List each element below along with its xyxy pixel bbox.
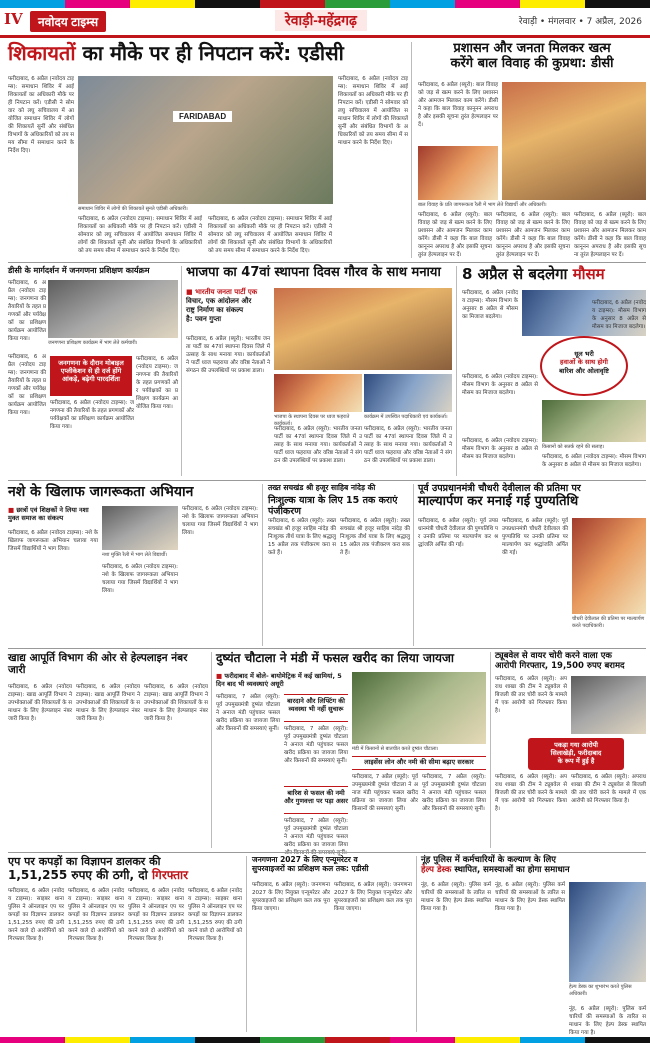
story2-photo (502, 82, 646, 200)
story10-kicker-text: फरीदाबाद में बोले- बायोमेट्रिक में कई खामियां, 5 दिन बाद भी व्यवस्थाएं अधूरी (216, 672, 342, 689)
story1-headline-highlight: शिकायतों (8, 41, 76, 65)
story10-photo (352, 672, 486, 744)
story4-body-col1: फरीदाबाद, 6 अप्रैल (ब्यूरो): भारतीय जनता पार्टी का 47वां स्थापना दिवस जिले में उत्साह के साथ मनाया गया। कार्यकर्ताओं ने पार्टी ध्वज फहराया और वरिष्ठ नेताओं ने संगठन की उपलब्धियों पर प्रकाश डाला। (186, 336, 270, 374)
story12-body-col3: फरीदाबाद, 6 अप्रैल (नवोदय टाइम्स): साइबर थाना पुलिस ने ऑनलाइन एप पर कपड़ों का विज्ञापन डालकर 1,51,255 रुपए की ठगी करने वाले दो आरोपियों को गिरफ्तार किया है। (128, 888, 184, 942)
story13-body-col2: फरीदाबाद, 6 अप्रैल (ब्यूरो): जनगणना 2027 के लिए नियुक्त एन्यूमरेटर और सुपरवाइजरों का प्रशिक्षण कल तक पूरा किया जाएगा। (334, 882, 412, 912)
story1-body-col4: फरीदाबाद, 6 अप्रैल (नवोदय टाइम्स): समाधान शिविर में आई शिकायतों का अधिकारी मौके पर ही निपटान करें। एडीसी ने सोमवार को लघु सचिवालय में आयोजित समाधान शिविर में लोगों की शिकायतें सुनीं और संबंधित विभागों के अधिकारियों को तय समय सीमा में समाधान करने के निर्देश दिए। (338, 76, 408, 146)
story4-kicker-bullet: ■ (186, 288, 196, 296)
story10-body-col2: फरीदाबाद, 7 अप्रैल (ब्यूरो): पूर्व उपमुख्यमंत्री दुष्यंत चौटाला ने अनाज मंडी पहुंचकर फसल खरीद प्रक्रिया का जायजा लिया और किसानों की समस्याएं सुनीं। (284, 726, 348, 764)
story5-headline-part1: 8 अप्रैल से बदलेगा (462, 265, 568, 283)
story7-body-col2: फरीदाबाद, 6 अप्रैल (ब्यूरो): तख्त सचखंड श्री हजूर साहिब नांदेड़ की निःशुल्क तीर्थ यात्रा के लिए श्रद्धालु 15 अप्रैल तक पंजीकरण करा सकते हैं। (340, 518, 410, 556)
story12-headline-line1: एप पर कपड़ों का विज्ञापन डालकर की (8, 855, 161, 868)
registration-strip-top (0, 0, 650, 8)
story10-subhead-1: बारदाने और लिफ्टिंग की व्यवस्था भी नहीं सुचारू (284, 694, 348, 722)
story11-headline-line2: आरोपी गिरफ्तार, 19,500 रुपए बरामद (495, 660, 625, 671)
story3-body-col4: फरीदाबाद, 6 अप्रैल (नवोदय टाइम्स): जनगणना की तैयारियों के तहत प्रगणकों और पर्यवेक्षकों का प्रशिक्षण कार्यक्रम आयोजित किया गया। (50, 400, 134, 430)
story11-body-col1: फरीदाबाद, 6 अप्रैल (ब्यूरो): अपराध शाखा की टीम ने ट्यूबवेल से बिजली की तार चोरी करने के मामले में एक आरोपी को गिरफ्तार किया है। (495, 676, 567, 714)
story7-headline: निःशुल्क यात्रा के लिए 15 तक कराएं पंजीकरण (268, 495, 398, 517)
story2-headline-line2: करेंगे बाल विवाह की कुप्रथा: डीसी (450, 55, 614, 71)
story8-body-col2: फरीदाबाद, 6 अप्रैल (ब्यूरो): पूर्व उपप्रधानमंत्री चौधरी देवीलाल की पुण्यतिथि पर उनकी प्रतिमा पर माल्यार्पण कर श्रद्धांजलि अर्पित की गई। (502, 518, 568, 556)
story6-body-col1: फरीदाबाद, 6 अप्रैल (नवोदय टाइम्स): नशे के खिलाफ जागरूकता अभियान चलाया गया जिसमें विद्यार्थियों ने भाग लिया। (8, 530, 98, 552)
story12-headline-highlight: गिरफ्तार (151, 867, 189, 882)
story14-headline (421, 856, 646, 876)
story7-kicker: तख्त सचखंड श्री हजूर साहिब नांदेड़ की (268, 483, 376, 492)
story2-body-col2: फरीदाबाद, 6 अप्रैल (ब्यूरो): बाल विवाह को जड़ से खत्म करने के लिए प्रशासन और आमजन मिलकर काम करेंगे। डीसी ने कहा कि बाल विवाह कानूनन अपराध है और इसकी सूचना तुरंत हेल्पलाइन पर दें। (418, 212, 492, 258)
column-divider (411, 42, 412, 258)
story10-kicker-bullet: ■ (216, 672, 225, 680)
story4-headline: भाजपा का 47वां स्थापना दिवस गौरव के साथ मनाया (186, 265, 441, 280)
story13-headline-line2: सुपरवाइजरों का प्रशिक्षण कल तक: एडीसी (252, 863, 369, 873)
story12-body-col1: फरीदाबाद, 6 अप्रैल (नवोदय टाइम्स): साइबर थाना पुलिस ने ऑनलाइन एप पर कपड़ों का विज्ञापन डालकर 1,51,255 रुपए की ठगी करने वाले दो आरोपियों को गिरफ्तार किया है। (8, 888, 64, 942)
story12-headline (8, 856, 238, 882)
story1-body-col3: फरीदाबाद, 6 अप्रैल (नवोदय टाइम्स): समाधान शिविर में आई शिकायतों का अधिकारी मौके पर ही निपटान करें। एडीसी ने सोमवार को लघु सचिवालय में आयोजित समाधान शिविर में लोगों की शिकायतें सुनीं और संबंधित विभागों के अधिकारियों को तय समय सीमा में समाधान करने के निर्देश दिए। (208, 216, 332, 254)
story4-kicker (186, 288, 270, 324)
story2-body-col4: फरीदाबाद, 6 अप्रैल (ब्यूरो): बाल विवाह को जड़ से खत्म करने के लिए प्रशासन और आमजन मिलकर काम करेंगे। डीसी ने कहा कि बाल विवाह कानूनन अपराध है और इसकी सूचना तुरंत हेल्पलाइन पर दें। (574, 212, 646, 258)
story6-photo (102, 506, 178, 550)
story7-body-col1: फरीदाबाद, 6 अप्रैल (ब्यूरो): तख्त सचखंड श्री हजूर साहिब नांदेड़ की निःशुल्क तीर्थ यात्रा के लिए श्रद्धालु 15 अप्रैल तक पंजीकरण करा सकते हैं। (268, 518, 336, 556)
story12-body-col2: फरीदाबाद, 6 अप्रैल (नवोदय टाइम्स): साइबर थाना पुलिस ने ऑनलाइन एप पर कपड़ों का विज्ञापन डालकर 1,51,255 रुपए की ठगी करने वाले दो आरोपियों को गिरफ्तार किया है। (68, 888, 124, 942)
page-number: IV (4, 10, 23, 28)
section-divider (8, 852, 646, 853)
story9-body-col3: फरीदाबाद, 6 अप्रैल (नवोदय टाइम्स): खाद्य आपूर्ति विभाग ने उपभोक्ताओं की शिकायतों के समाधान के लिए हेल्पलाइन नंबर जारी किया है। (144, 684, 208, 722)
column-divider (413, 484, 414, 646)
story12-headline-line2: 1,51,255 रुपए की ठगी, दो (8, 867, 148, 882)
column-divider (246, 856, 247, 1032)
story4-kicker-line1: भारतीय जनता पार्टी एक (195, 288, 258, 296)
story3-caption: जनगणना प्रशिक्षण कार्यक्रम में भाग लेते कर्मचारी। (48, 340, 138, 346)
story9-body-col2: फरीदाबाद, 6 अप्रैल (नवोदय टाइम्स): खाद्य आपूर्ति विभाग ने उपभोक्ताओं की शिकायतों के समाधान के लिए हेल्पलाइन नंबर जारी किया है। (76, 684, 140, 722)
story11-headline (495, 652, 646, 672)
story5-body-col5: फरीदाबाद, 6 अप्रैल (नवोदय टाइम्स): मौसम विभाग के अनुसार 8 अप्रैल से मौसम का मिजाज बदलेगा। (542, 454, 646, 468)
story14-headline-highlight: हेल्प डेस्क (421, 864, 452, 875)
story11-callout-line1: पकड़ा गया आरोपी (554, 741, 598, 749)
story5-body-col1: फरीदाबाद, 6 अप्रैल (नवोदय टाइम्स): मौसम विभाग के अनुसार 8 अप्रैल से मौसम का मिजाज बदलेगा। (462, 290, 518, 320)
story6-headline: नशे के खिलाफ जागरूकता अभियान (8, 484, 194, 500)
story2-body-col3: फरीदाबाद, 6 अप्रैल (ब्यूरो): बाल विवाह को जड़ से खत्म करने के लिए प्रशासन और आमजन मिलकर काम करेंगे। डीसी ने कहा कि बाल विवाह कानूनन अपराध है और इसकी सूचना तुरंत हेल्पलाइन पर दें। (496, 212, 570, 258)
story9-headline: खाद्य आपूर्ति विभाग की ओर से हेल्पलाइन नंबर जारी (8, 652, 188, 677)
story4-kicker-line3: राष्ट्र निर्माण का संकल्प (186, 306, 244, 315)
story10-body-col1: फरीदाबाद, 7 अप्रैल (ब्यूरो): पूर्व उपमुख्यमंत्री दुष्यंत चौटाला ने अनाज मंडी पहुंचकर फसल खरीद प्रक्रिया का जायजा लिया और किसानों की समस्याएं सुनीं। (216, 694, 280, 732)
story6-caption: नशा मुक्ति रैली में भाग लेते विद्यार्थी। (102, 552, 168, 558)
registration-strip-bottom (0, 1037, 650, 1043)
story3-callout: जनगणना के दौरान मोबाइल एप्लीकेशन से ही दर्ज होंगे आंकड़े, बढ़ेगी पारदर्शिता (50, 356, 132, 396)
story10-kicker (216, 672, 346, 689)
story5-callout (540, 336, 628, 396)
story14-caption: हेल्प डेस्क का शुभारंभ करते पुलिस अधिकारी। (569, 984, 632, 997)
story8-headline-line1: पूर्व उपप्रधानमंत्री चौधरी देवीलाल की प्रतिमा पर (418, 483, 581, 494)
story11-callout (528, 738, 624, 770)
story5-caption: किसानों को सतर्क रहने की सलाह। (542, 444, 605, 450)
story2-photo-small (418, 146, 498, 200)
story11-body-col2: फरीदाबाद, 6 अप्रैल (ब्यूरो): अपराध शाखा की टीम ने ट्यूबवेल से बिजली की तार चोरी करने के मामले में एक आरोपी को गिरफ्तार किया है। (495, 774, 567, 812)
story1-caption: समाधान शिविर में लोगों की शिकायतें सुनते एडीसी अधिकारी। (78, 206, 188, 212)
story1-photo (78, 76, 333, 204)
story4-caption-2: कार्यक्रम में उपस्थित पदाधिकारी एवं कार्यकर्ता। (364, 414, 448, 420)
story14-body-col3: नूंह, 6 अप्रैल (ब्यूरो): पुलिस कर्मचारियों की समस्याओं के त्वरित समाधान के लिए हेल्प डेस्क स्थापित किया गया है। (569, 1006, 646, 1036)
story2-body-col1: फरीदाबाद, 6 अप्रैल (ब्यूरो): बाल विवाह को जड़ से खत्म करने के लिए प्रशासन और आमजन मिलकर काम करेंगे। डीसी ने कहा कि बाल विवाह कानूनन अपराध है और इसकी सूचना तुरंत हेल्पलाइन पर दें। (418, 82, 498, 128)
story4-photo-main (274, 288, 452, 370)
story8-headline-line2: माल्यार्पण कर मनाई गई पुण्यतिथि (418, 493, 579, 509)
dateline: रेवाड़ी • मंगलवार • 7 अप्रैल, 2026 (518, 17, 642, 27)
story6-body-col2: फरीदाबाद, 6 अप्रैल (नवोदय टाइम्स): नशे के खिलाफ जागरूकता अभियान चलाया गया जिसमें विद्यार्थियों ने भाग लिया। (102, 564, 178, 594)
story1-body-col2: फरीदाबाद, 6 अप्रैल (नवोदय टाइम्स): समाधान शिविर में आई शिकायतों का अधिकारी मौके पर ही निपटान करें। एडीसी ने सोमवार को लघु सचिवालय में आयोजित समाधान शिविर में लोगों की शिकायतें सुनीं और संबंधित विभागों के अधिकारियों को तय समय सीमा में समाधान करने के निर्देश दिए। (78, 216, 202, 254)
story14-body-col1: नूंह, 6 अप्रैल (ब्यूरो): पुलिस कर्मचारियों की समस्याओं के त्वरित समाधान के लिए हेल्प डेस्क स्थापित किया गया है। (421, 882, 491, 912)
section-divider (8, 648, 646, 649)
story11-callout-line2: सिलाखेड़ी, फरीदाबाद (550, 749, 602, 758)
story2-headline (418, 42, 646, 72)
story8-body-col1: फरीदाबाद, 6 अप्रैल (ब्यूरो): पूर्व उपप्रधानमंत्री चौधरी देवीलाल की पुण्यतिथि पर उनकी प्रतिमा पर माल्यार्पण कर श्रद्धांजलि अर्पित की गई। (418, 518, 498, 548)
story5-callout-line1: धूल भरी (574, 350, 594, 358)
story12-body-col4: फरीदाबाद, 6 अप्रैल (नवोदय टाइम्स): साइबर थाना पुलिस ने ऑनलाइन एप पर कपड़ों का विज्ञापन डालकर 1,51,255 रुपए की ठगी करने वाले दो आरोपियों को गिरफ्तार किया है। (188, 888, 242, 942)
story6-kicker-bullet: ■ (8, 506, 17, 514)
edition-name: रेवाड़ी-महेंद्रगढ़ (275, 10, 367, 31)
story11-photo (571, 676, 646, 734)
story10-caption: मंडी में किसानों से बातचीत करते दुष्यंत चौटाला। (352, 746, 439, 752)
story3-headline: डीसी के मार्गदर्शन में जनगणना प्रशिक्षण कार्यक्रम (8, 266, 150, 275)
story13-headline-line1: जनगणना 2027 के लिए एन्यूमरेटर व (252, 855, 358, 864)
story3-body-col1: फरीदाबाद, 6 अप्रैल (नवोदय टाइम्स): जनगणना की तैयारियों के तहत प्रगणकों और पर्यवेक्षकों का प्रशिक्षण कार्यक्रम आयोजित किया गया। (8, 280, 46, 342)
story8-photo (572, 518, 646, 614)
story10-subhead-2: बारिश से फसल की नमी और गुणवत्ता पर पड़ा असर (284, 786, 348, 814)
story1-body-col1: फरीदाबाद, 6 अप्रैल (नवोदय टाइम्स): समाधान शिविर में आई शिकायतों का अधिकारी मौके पर ही निपटान करें। एडीसी ने सोमवार को लघु सचिवालय में आयोजित समाधान शिविर में लोगों की शिकायतें सुनीं और संबंधित विभागों के अधिकारियों को तय समय सीमा में समाधान करने के निर्देश दिए। (8, 76, 74, 154)
story8-caption: चौधरी देवीलाल की प्रतिमा पर माल्यार्पण करते पदाधिकारी। (572, 616, 645, 629)
story10-body-col3: फरीदाबाद, 7 अप्रैल (ब्यूरो): पूर्व उपमुख्यमंत्री दुष्यंत चौटाला ने अनाज मंडी पहुंचकर फसल खरीद प्रक्रिया का जायजा लिया (284, 818, 348, 848)
story1-headline (8, 42, 408, 65)
newspaper-brand: नवोदय टाइम्स (30, 11, 106, 32)
story5-headline (462, 266, 646, 283)
story14-photo (569, 882, 646, 982)
story13-headline (252, 856, 412, 873)
story8-headline (418, 484, 646, 510)
story5-body-col4: फरीदाबाद, 6 अप्रैल (नवोदय टाइम्स): मौसम विभाग के अनुसार 8 अप्रैल से मौसम का मिजाज बदलेगा। (462, 438, 538, 460)
story1-headline-rest: का मौके पर ही निपटान करें: एडीसी (82, 41, 344, 65)
story4-caption-1: भाजपा के स्थापना दिवस पर ध्वज फहराते कार्यकर्ता। (274, 414, 350, 427)
story14-headline-line2: स्थापित, समस्याओं का होगा समाधान (454, 864, 570, 875)
story6-kicker-text: छात्रों एवं शिक्षकों ने लिया नशा मुक्त समाज का संकल्प (8, 506, 89, 523)
story4-kicker-line2: विचार, एक आंदोलन और (186, 297, 252, 306)
column-divider (456, 266, 457, 476)
story4-photo-small-2 (364, 374, 452, 412)
story11-callout-line3: के रूप में हुई है (557, 757, 595, 766)
story14-headline-line1: नूंह पुलिस में कर्मचारियों के कल्याण के लिए (421, 855, 556, 865)
story4-body-col3: फरीदाबाद, 6 अप्रैल (ब्यूरो): भारतीय जनता पार्टी का 47वां स्थापना दिवस जिले में उत्साह के साथ मनाया गया। कार्यकर्ताओं ने पार्टी ध्वज फहराया और वरिष्ठ नेताओं ने संगठन की उपलब्धियों पर प्रकाश डाला। (364, 426, 452, 464)
story2-caption: बाल विवाह के प्रति जागरूकता रैली में भाग लेते विद्यार्थी और अधिकारी। (418, 202, 547, 208)
story14-body-col2: नूंह, 6 अप्रैल (ब्यूरो): पुलिस कर्मचारियों की समस्याओं के त्वरित समाधान के लिए हेल्प डेस्क स्थापित किया गया है। (495, 882, 565, 912)
story10-body-col5: फरीदाबाद, 7 अप्रैल (ब्यूरो): पूर्व उपमुख्यमंत्री दुष्यंत चौटाला ने अनाज मंडी पहुंचकर फसल खरीद प्रक्रिया का जायजा लिया और किसानों की समस्याएं सुनीं। (422, 774, 486, 812)
story5-photo-farm (542, 400, 646, 442)
story5-body-col2: फरीदाबाद, 6 अप्रैल (नवोदय टाइम्स): मौसम विभाग के अनुसार 8 अप्रैल से मौसम का मिजाज बदलेगा। (462, 374, 538, 396)
story6-kicker (8, 506, 98, 523)
story10-headline: दुष्यंत चौटाला ने मंडी में फसल खरीद का लिया जायजा (216, 651, 455, 665)
story10-body-col4: फरीदाबाद, 7 अप्रैल (ब्यूरो): पूर्व उपमुख्यमंत्री दुष्यंत चौटाला ने अनाज मंडी पहुंचकर फसल खरीद प्रक्रिया का जायजा लिया और किसानों की समस्याएं सुनीं। (352, 774, 418, 812)
story9-body-col1: फरीदाबाद, 6 अप्रैल (नवोदय टाइम्स): खाद्य आपूर्ति विभाग ने उपभोक्ताओं की शिकायतों के समाधान के लिए हेल्पलाइन नंबर जारी किया है। (8, 684, 72, 722)
story1-photo-label: FARIDABAD (173, 111, 232, 122)
story5-body-col3: फरीदाबाद, 6 अप्रैल (नवोदय टाइम्स): मौसम विभाग के अनुसार 8 अप्रैल से मौसम का मिजाज बदलेगा। (592, 300, 646, 330)
section-divider (8, 480, 646, 481)
story3-body-col2: फरीदाबाद, 6 अप्रैल (नवोदय टाइम्स): जनगणना की तैयारियों के तहत प्रगणकों और पर्यवेक्षकों का प्रशिक्षण कार्यक्रम आयोजित किया गया। (8, 354, 46, 416)
column-divider (490, 652, 491, 848)
section-divider (8, 262, 646, 263)
story5-callout-line3: बारिश और ओलावृष्टि (559, 366, 609, 375)
story3-photo (48, 280, 178, 338)
story6-body-col3: फरीदाबाद, 6 अप्रैल (नवोदय टाइम्स): नशे के खिलाफ जागरूकता अभियान चलाया गया जिसमें विद्यार्थियों ने भाग लिया। (182, 506, 258, 536)
story5-callout-line2: हवाओं के साथ होगी (560, 358, 608, 367)
story2-headline-line1: प्रशासन और जनता मिलकर खत्म (453, 41, 611, 56)
column-divider (181, 266, 182, 476)
story4-body-col2: फरीदाबाद, 6 अप्रैल (ब्यूरो): भारतीय जनता पार्टी का 47वां स्थापना दिवस जिले में उत्साह के साथ मनाया गया। कार्यकर्ताओं ने पार्टी ध्वज फहराया और वरिष्ठ नेताओं ने संगठन की उपलब्धियों पर प्रकाश डाला। (274, 426, 362, 464)
story4-kicker-line4: है: पवन गुप्ता (186, 315, 222, 324)
story5-headline-part2: मौसम (572, 265, 605, 283)
column-divider (416, 856, 417, 1032)
story13-body-col1: फरीदाबाद, 6 अप्रैल (ब्यूरो): जनगणना 2027 के लिए नियुक्त एन्यूमरेटर और सुपरवाइजरों का प्रशिक्षण कल तक पूरा किया जाएगा। (252, 882, 330, 912)
column-divider (211, 652, 212, 848)
story3-body-col3: फरीदाबाद, 6 अप्रैल (नवोदय टाइम्स): जनगणना की तैयारियों के तहत प्रगणकों और पर्यवेक्षकों का प्रशिक्षण कार्यक्रम आयोजित किया गया। (136, 356, 178, 410)
story10-subhead-3: लाइसेंस लोन और नमी की सीमा बढ़ाए सरकार (352, 756, 486, 770)
story11-body-col3: फरीदाबाद, 6 अप्रैल (ब्यूरो): अपराध शाखा की टीम ने ट्यूबवेल से बिजली की तार चोरी करने के मामले में एक आरोपी को गिरफ्तार किया है। (571, 774, 646, 804)
story11-headline-line1: ट्यूबवेल से वायर चोरी करने वाला एक (495, 651, 612, 661)
story4-photo-small-1 (274, 374, 362, 412)
column-divider (262, 484, 263, 646)
